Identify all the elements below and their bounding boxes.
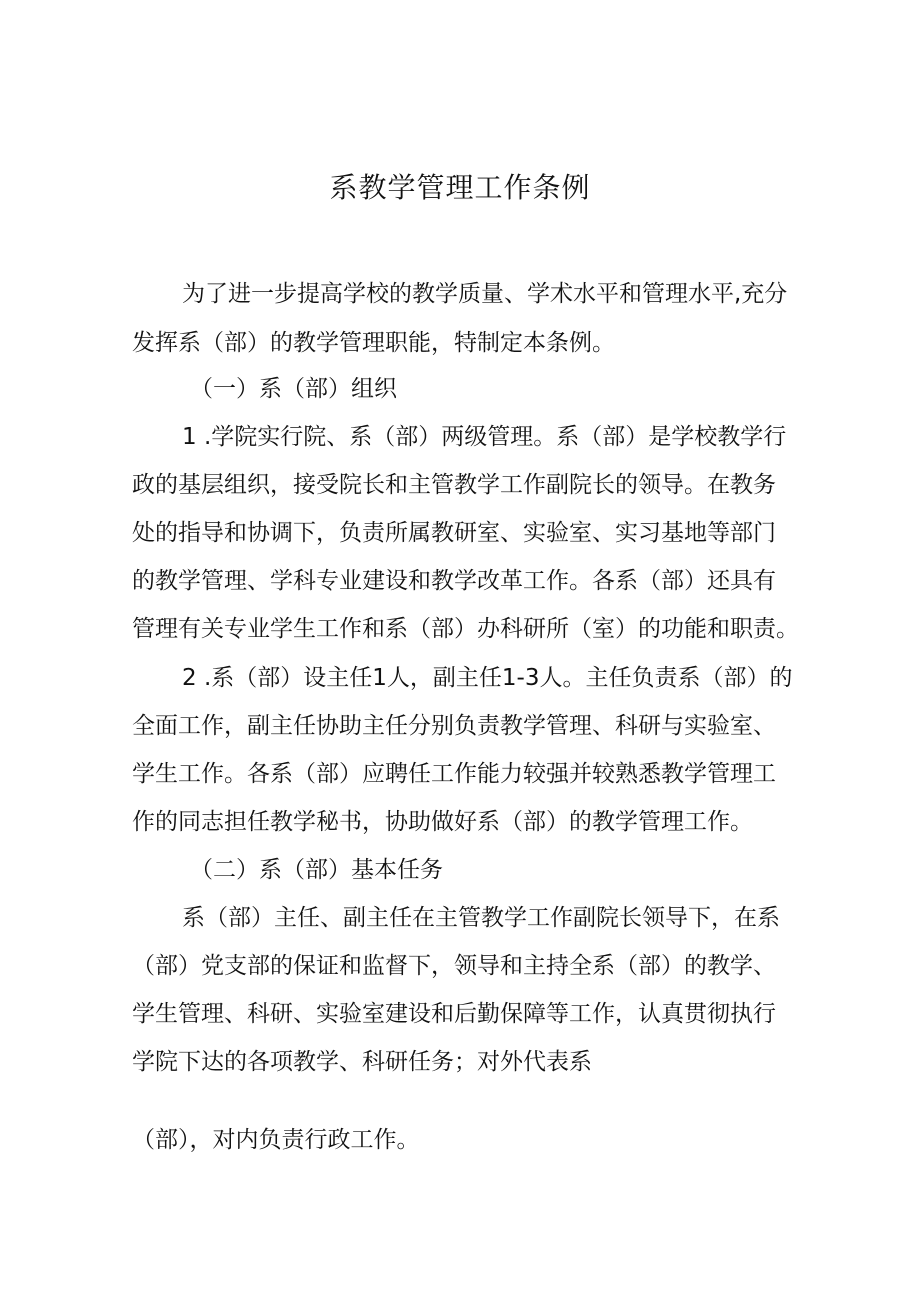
intro-line-1: 为了进一步提高学校的教学质量、学术水平和管理水平,充分 [182,281,788,307]
section-1-heading: （一）系（部）组织 [190,376,397,402]
document-title: 系教学管理工作条例 [329,171,591,204]
section-2-line-1: 系（部）主任、副主任在主管教学工作副院长领导下，在系 [182,905,780,931]
section-2-line-5: （部），对内负责行政工作。 [132,1127,420,1153]
section-2-line-2: （部）党支部的保证和监督下，领导和主持全系（部）的教学、 [132,953,776,979]
section-2-line-3: 学生管理、科研、实验室建设和后勤保障等工作，认真贯彻执行 [132,1001,776,1027]
section-2-heading: （二）系（部）基本任务 [190,857,443,883]
item-1-line-5: 管理有关专业学生工作和系（部）办科研所（室）的功能和职责。 [132,616,799,642]
item-1-line-3: 处的指导和协调下，负责所属教研室、实验室、实习基地等部门 [132,520,776,546]
item-2-line-2: 全面工作，副主任协助主任分别负责教学管理、科研与实验室、 [132,713,776,739]
item-2-line-1: 2 .系（部）设主任1人，副主任1-3人。主任负责系（部）的 [182,665,793,691]
item-1-line-4: 的教学管理、学科专业建设和教学改革工作。各系（部）还具有 [132,568,776,594]
item-1-line-1: 1 .学院实行院、系（部）两级管理。系（部）是学校教学行 [182,424,787,450]
section-2-line-4: 学院下达的各项教学、科研任务；对外代表系 [132,1049,592,1075]
item-1-line-2: 政的基层组织，接受院长和主管教学工作副院长的领导。在教务 [132,472,776,498]
item-2-line-3: 学生工作。各系（部）应聘任工作能力较强并较熟悉教学管理工 [132,761,776,787]
intro-line-2: 发挥系（部）的教学管理职能，特制定本条例。 [132,330,615,356]
item-2-line-4: 作的同志担任教学秘书，协助做好系（部）的教学管理工作。 [132,809,753,835]
